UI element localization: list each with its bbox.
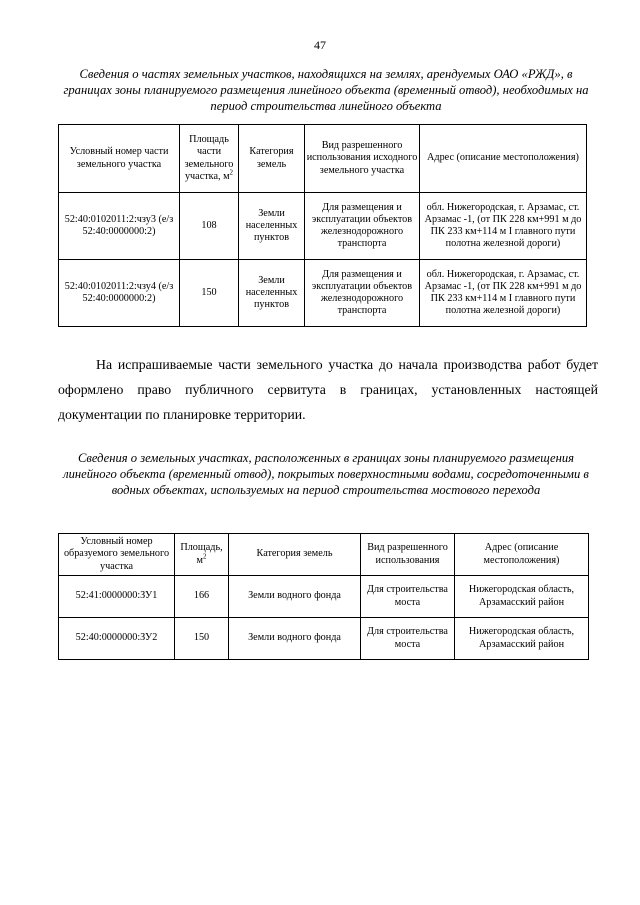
header-category: Категория земель: [239, 125, 305, 193]
header-area-superscript: 2: [202, 552, 207, 561]
cell-use: Для строительства моста: [361, 618, 455, 660]
header-address: Адрес (описание местоположения): [455, 534, 589, 576]
cell-use: Для размещения и эксплуатации объектов железнодорожного транспорта: [305, 193, 420, 260]
header-category: Категория земель: [229, 534, 361, 576]
header-address: Адрес (описание местоположения): [420, 125, 587, 193]
table-water-plots: [58, 533, 589, 660]
header-area: [180, 125, 239, 193]
header-number: Условный номер образуемого земельного участка: [59, 534, 175, 576]
cell-category: Земли населенных пунктов: [239, 193, 305, 260]
cell-category: Земли водного фонда: [229, 576, 361, 618]
cell-number: 52:40:0102011:2:чзу3 (е/з 52:40:0000000:2): [59, 193, 180, 260]
header-area-label: Площадь части земельного участка, м: [184, 134, 234, 182]
section-heading-water-plots: Сведения о земельных участках, расположенных в границах зоны планируемого размещения линейного объекта (временный отвод), покрытых поверхностными водами, сосредоточенными в водных объектах, используемых на период строительства мостового перехода: [63, 451, 589, 497]
table-row: [59, 576, 589, 618]
cell-area: 108: [180, 193, 239, 260]
cell-address: обл. Нижегородская, г. Арзамас, ст. Арзамас -1, (от ПК 228 км+991 м до ПК 233 км+114 м I главного пути полотна железной дороги): [420, 260, 587, 327]
table-rzd-land-parts: [58, 124, 587, 327]
table-row: [59, 618, 589, 660]
page-number: 47: [314, 38, 326, 52]
cell-address: Нижегородская область, Арзамасский район: [455, 576, 589, 618]
servitude-paragraph: На испрашиваемые части земельного участка до начала производства работ будет оформлено право публичного сервитута в границах, установленных настоящей документации по планировке территории.: [58, 357, 598, 422]
header-area-superscript: 2: [229, 168, 234, 177]
header-number: Условный номер части земельного участка: [59, 125, 180, 193]
cell-area: 166: [175, 576, 229, 618]
cell-number: 52:40:0102011:2:чзу4 (е/з 52:40:0000000:2): [59, 260, 180, 327]
cell-number: 52:40:0000000:ЗУ2: [59, 618, 175, 660]
cell-area: 150: [180, 260, 239, 327]
cell-category: Земли водного фонда: [229, 618, 361, 660]
table-header-row: [59, 534, 589, 576]
table-row: [59, 260, 587, 327]
header-use: Вид разрешенного использования исходного земельного участка: [305, 125, 420, 193]
cell-number: 52:41:0000000:ЗУ1: [59, 576, 175, 618]
table-header-row: [59, 125, 587, 193]
header-use: Вид разрешенного использования: [361, 534, 455, 576]
header-area-label: Площадь, м: [180, 542, 223, 566]
header-area: [175, 534, 229, 576]
table-row: [59, 193, 587, 260]
cell-area: 150: [175, 618, 229, 660]
section-heading-rzd-land-parts: Сведения о частях земельных участков, находящихся на землях, арендуемых ОАО «РЖД», в границах зоны планируемого размещения линейного объекта (временный отвод), необходимых на период строительства линейного объекта: [63, 67, 589, 113]
cell-use: Для строительства моста: [361, 576, 455, 618]
cell-category: Земли населенных пунктов: [239, 260, 305, 327]
cell-address: Нижегородская область, Арзамасский район: [455, 618, 589, 660]
cell-address: обл. Нижегородская, г. Арзамас, ст. Арзамас -1, (от ПК 228 км+991 м до ПК 233 км+114 м I главного пути полотна железной дороги): [420, 193, 587, 260]
cell-use: Для размещения и эксплуатации объектов железнодорожного транспорта: [305, 260, 420, 327]
